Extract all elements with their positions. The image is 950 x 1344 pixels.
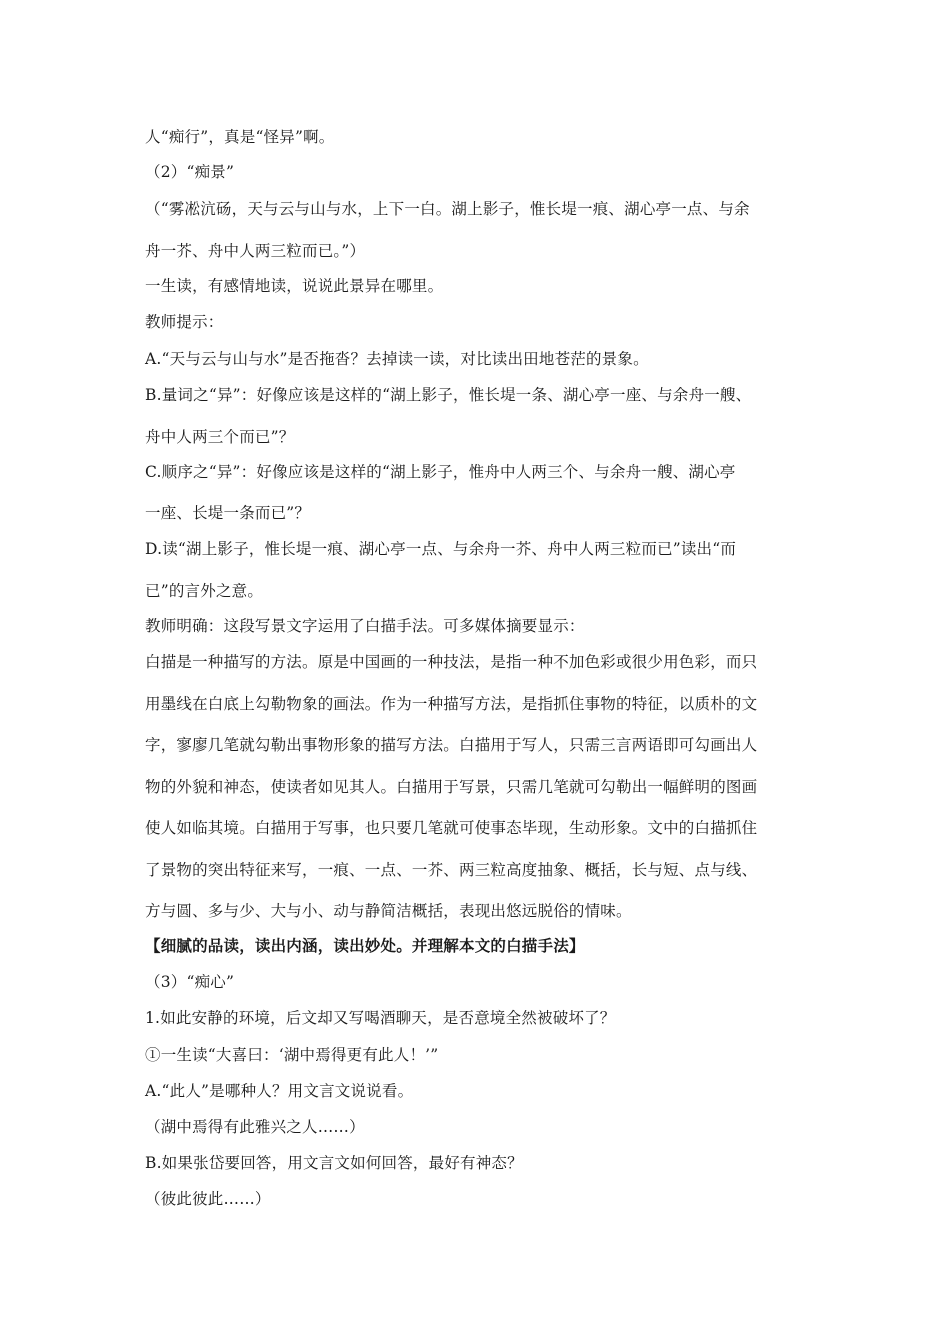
text-line: 物的外貌和神态，使读者如见其人。白描用于写景，只需几笔就可勾勒出一幅鲜明的图画	[145, 778, 758, 796]
text-line: 了景物的突出特征来写，一痕、一点、一芥、两三粒高度抽象、概括，长与短、点与线、	[145, 861, 758, 879]
text-line: D.读“湖上影子，惟长堤一痕、湖心亭一点、与余舟一芥、舟中人两三粒而已”读出“而	[145, 540, 737, 558]
text-line: 一座、长堤一条而已”？	[145, 504, 311, 522]
text-line: 白描是一种描写的方法。原是中国画的一种技法，是指一种不加色彩或很少用色彩，而只	[145, 653, 758, 671]
section-heading: 【细腻的品读，读出内涵，读出妙处。并理解本文的白描手法】	[145, 936, 585, 955]
text-line: C.顺序之“异”：好像应该是这样的“湖上影子，惟舟中人两三个、与余舟一艘、湖心亭	[145, 463, 736, 481]
text-line: 用墨线在白底上勾勒物象的画法。作为一种描写方法，是指抓住事物的特征，以质朴的文	[145, 695, 758, 713]
text-line: （2）“痴景”	[145, 163, 235, 181]
text-line: （彼此彼此……）	[145, 1190, 271, 1208]
text-line: 已”的言外之意。	[145, 582, 264, 600]
text-line: 方与圆、多与少、大与小、动与静简洁概括，表现出悠远脱俗的情味。	[145, 902, 632, 920]
text-line: 教师提示：	[145, 313, 224, 331]
text-line: （湖中焉得有此雅兴之人……）	[145, 1118, 365, 1136]
text-line: 1.如此安静的环境，后文却又写喝酒聊天，是否意境全然被破坏了？	[145, 1009, 616, 1027]
text-line: 一生读，有感情地读，说说此景异在哪里。	[145, 277, 444, 295]
text-line: B.量词之“异”：好像应该是这样的“湖上影子，惟长堤一条、湖心亭一座、与余舟一艘、	[145, 386, 752, 404]
text-line: ①一生读“大喜曰：‘湖中焉得更有此人！’”	[145, 1046, 439, 1064]
text-line: 使人如临其境。白描用于写事，也只要几笔就可使事态毕现，生动形象。文中的白描抓住	[145, 819, 758, 837]
text-line: （“雾凇沆砀，天与云与山与水，上下一白。湖上影子，惟长堤一痕、湖心亭一点、与余	[145, 200, 750, 218]
text-line: A.“此人”是哪种人？用文言文说说看。	[145, 1082, 414, 1100]
text-line: 字，寥廖几笔就勾勒出事物形象的描写方法。白描用于写人，只需三言两语即可勾画出人	[145, 736, 758, 754]
text-line: （3）“痴心”	[145, 973, 235, 991]
text-line: B.如果张岱要回答，用文言文如何回答，最好有神态？	[145, 1154, 523, 1172]
text-line: 舟一芥、舟中人两三粒而已。”）	[145, 242, 366, 260]
text-line: 舟中人两三个而已”？	[145, 428, 295, 446]
text-line: 教师明确：这段写景文字运用了白描手法。可多媒体摘要显示：	[145, 617, 585, 635]
text-line: A.“天与云与山与水”是否拖沓？去掉读一读，对比读出田地苍茫的景象。	[145, 350, 649, 368]
text-line: 人“痴行”，真是“怪异”啊。	[145, 128, 335, 146]
